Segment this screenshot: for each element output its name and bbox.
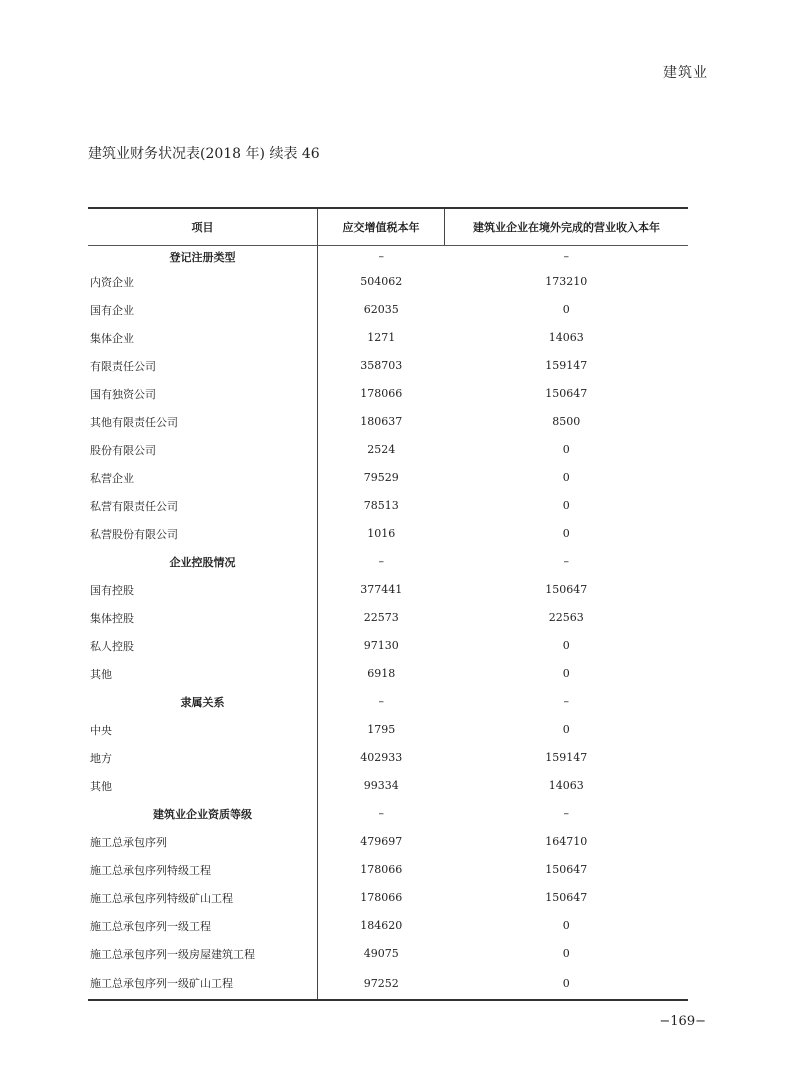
section-row <box>88 548 688 576</box>
row-label: 私人控股 <box>90 639 134 653</box>
overseas-revenue-value: 22563 <box>548 611 584 624</box>
vat-value: – <box>318 245 445 268</box>
row-label: 内资企业 <box>90 275 134 289</box>
vat-value: 62035 <box>318 296 445 324</box>
overseas-revenue-value: 164710 <box>545 835 588 848</box>
table-row <box>88 436 688 464</box>
table-header-row <box>88 208 688 245</box>
row-label: 私营企业 <box>90 471 134 485</box>
vat-value: 97130 <box>318 632 445 660</box>
row-label: 有限责任公司 <box>90 359 156 373</box>
vat-value: 1271 <box>318 324 445 352</box>
financial-table <box>88 207 688 1001</box>
column-header-vat: 应交增值税本年 <box>318 208 445 245</box>
vat-value: 1016 <box>318 520 445 548</box>
row-label: 股份有限公司 <box>90 443 156 457</box>
table-row <box>88 968 688 1000</box>
vat-value: 6918 <box>318 660 445 688</box>
overseas-revenue-value: 0 <box>562 639 570 652</box>
table-row <box>88 940 688 968</box>
table-row <box>88 912 688 940</box>
vat-value: 358703 <box>318 352 445 380</box>
vat-value: – <box>318 688 445 716</box>
overseas-revenue-value: 0 <box>562 527 570 540</box>
row-label: 集体控股 <box>90 611 134 625</box>
vat-value: 184620 <box>318 912 445 940</box>
row-label: 国有企业 <box>90 303 134 317</box>
row-label: 国有控股 <box>90 583 134 597</box>
vat-value: 97252 <box>318 968 445 1000</box>
overseas-revenue-value: 8500 <box>552 415 581 428</box>
row-label: 施工总承包序列一级房屋建筑工程 <box>90 947 255 961</box>
table-row <box>88 632 688 660</box>
overseas-revenue-value: – <box>563 807 569 820</box>
section-row <box>88 800 688 828</box>
table-row <box>88 744 688 772</box>
vat-value: 178066 <box>318 856 445 884</box>
overseas-revenue-value: 150647 <box>545 891 588 904</box>
column-header-item: 项目 <box>88 208 318 245</box>
vat-value: 178066 <box>318 884 445 912</box>
overseas-revenue-value: 14063 <box>548 331 584 344</box>
row-label: 私营股份有限公司 <box>90 527 178 541</box>
row-label: 登记注册类型 <box>169 250 236 264</box>
section-row <box>88 245 688 268</box>
vat-value: – <box>318 800 445 828</box>
vat-value: 377441 <box>318 576 445 604</box>
row-label: 其他 <box>90 667 112 681</box>
vat-value: 402933 <box>318 744 445 772</box>
row-label: 施工总承包序列一级工程 <box>90 919 211 933</box>
vat-value: 78513 <box>318 492 445 520</box>
table-row <box>88 772 688 800</box>
table-row <box>88 296 688 324</box>
row-label: 私营有限责任公司 <box>90 499 178 513</box>
row-label: 其他有限责任公司 <box>90 415 178 429</box>
running-head: 建筑业 <box>663 65 708 81</box>
overseas-revenue-value: 173210 <box>545 275 588 288</box>
vat-value: 178066 <box>318 380 445 408</box>
overseas-revenue-value: 150647 <box>545 863 588 876</box>
column-header-overseas-revenue: 建筑业企业在境外完成的营业收入本年 <box>445 208 689 245</box>
row-label: 施工总承包序列特级工程 <box>90 863 211 877</box>
table-row <box>88 856 688 884</box>
vat-value: 99334 <box>318 772 445 800</box>
vat-value: – <box>318 548 445 576</box>
page-number: −169− <box>659 1014 706 1029</box>
table-row <box>88 828 688 856</box>
table-row <box>88 492 688 520</box>
overseas-revenue-value: 0 <box>562 919 570 932</box>
vat-value: 504062 <box>318 268 445 296</box>
overseas-revenue-value: – <box>563 695 569 708</box>
table-row <box>88 660 688 688</box>
table-row <box>88 380 688 408</box>
row-label: 集体企业 <box>90 331 134 345</box>
row-label: 施工总承包序列一级矿山工程 <box>88 968 318 1000</box>
vat-value: 2524 <box>318 436 445 464</box>
overseas-revenue-value: – <box>563 555 569 568</box>
section-row <box>88 688 688 716</box>
row-label: 隶属关系 <box>180 695 225 709</box>
table-row <box>88 324 688 352</box>
row-label: 企业控股情况 <box>169 555 236 569</box>
table-row <box>88 520 688 548</box>
vat-value: 22573 <box>318 604 445 632</box>
overseas-revenue-value: 0 <box>562 723 570 736</box>
overseas-revenue-value: 150647 <box>545 387 588 400</box>
overseas-revenue-value: – <box>563 250 569 263</box>
overseas-revenue-value: 0 <box>562 667 570 680</box>
overseas-revenue-value: 0 <box>562 471 570 484</box>
vat-value: 180637 <box>318 408 445 436</box>
vat-value: 479697 <box>318 828 445 856</box>
vat-value: 49075 <box>318 940 445 968</box>
overseas-revenue-value: 159147 <box>545 359 588 372</box>
table-row <box>88 268 688 296</box>
overseas-revenue-value: 0 <box>562 303 570 316</box>
overseas-revenue-value: 159147 <box>545 751 588 764</box>
table-title: 建筑业财务状况表(2018 年) 续表 46 <box>88 146 320 162</box>
row-label: 建筑业企业资质等级 <box>153 807 252 821</box>
overseas-revenue-value: 0 <box>562 499 570 512</box>
table-row <box>88 576 688 604</box>
overseas-revenue-value: 0 <box>445 968 689 1000</box>
table-row <box>88 464 688 492</box>
overseas-revenue-value: 0 <box>562 947 570 960</box>
vat-value: 1795 <box>318 716 445 744</box>
row-label: 其他 <box>90 779 112 793</box>
row-label: 国有独资公司 <box>90 387 156 401</box>
table-row <box>88 716 688 744</box>
row-label: 地方 <box>90 751 112 765</box>
row-label: 施工总承包序列 <box>90 835 167 849</box>
table-row <box>88 884 688 912</box>
table-row <box>88 604 688 632</box>
overseas-revenue-value: 14063 <box>548 779 584 792</box>
table-row <box>88 408 688 436</box>
overseas-revenue-value: 0 <box>562 443 570 456</box>
vat-value: 79529 <box>318 464 445 492</box>
overseas-revenue-value: 150647 <box>545 583 588 596</box>
table-row <box>88 352 688 380</box>
row-label: 施工总承包序列特级矿山工程 <box>90 891 233 905</box>
row-label: 中央 <box>90 723 112 737</box>
